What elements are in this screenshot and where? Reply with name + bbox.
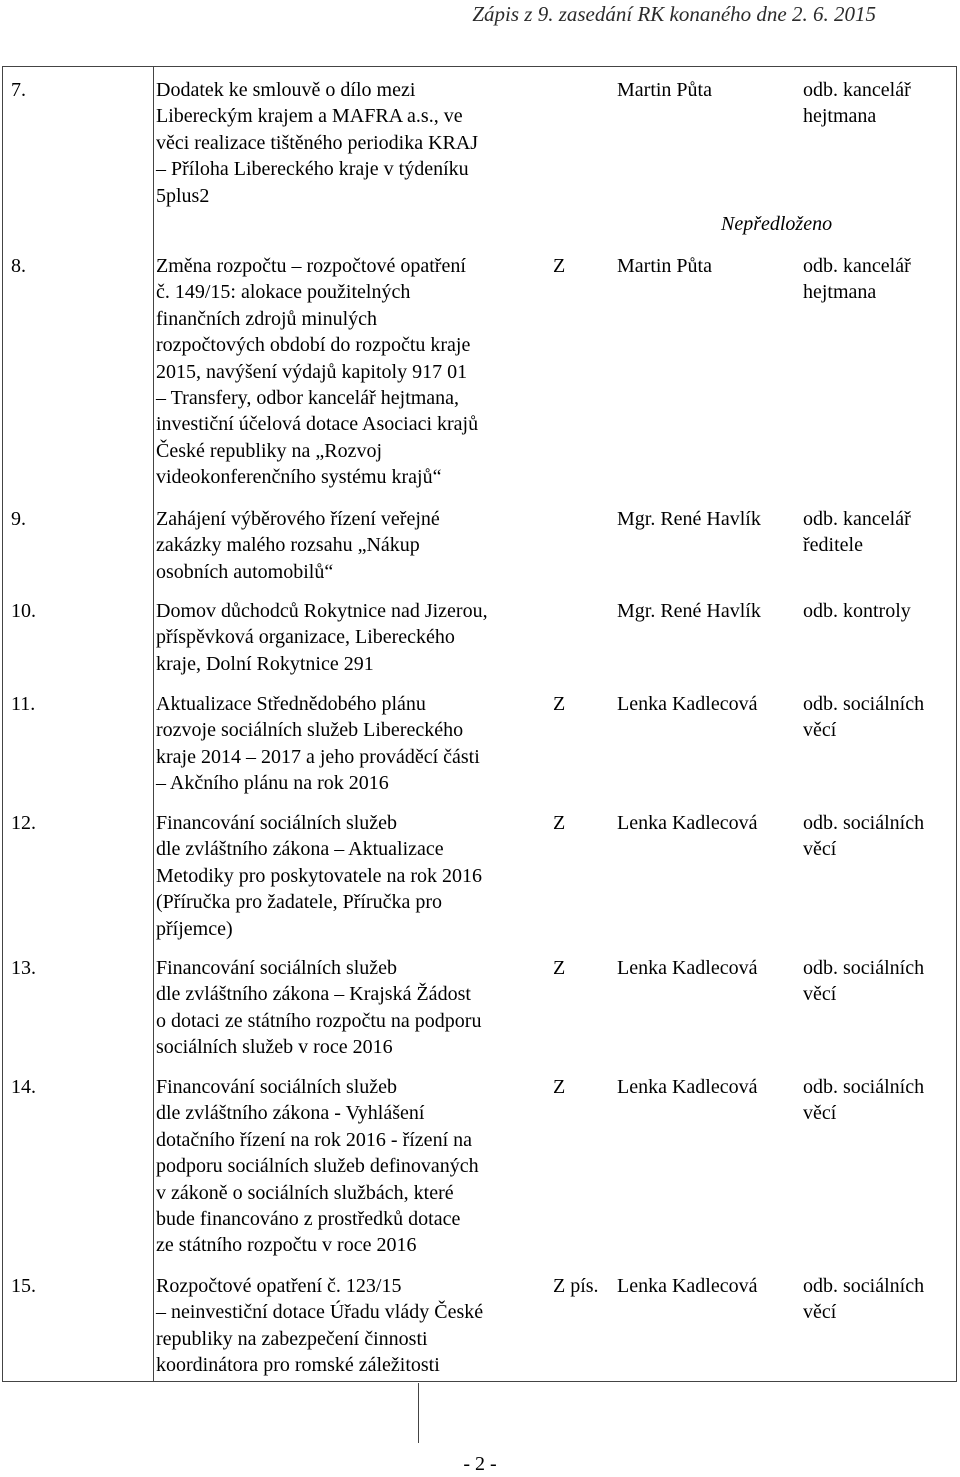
item-presenter: Lenka Kadlecová [617,1076,758,1098]
item-department [803,1273,953,1326]
title-line: Financování sociálních služeb [156,957,398,979]
title-line: zakázky malého rozsahu „Nákup [156,534,420,557]
title-line: videokonferenčního systému krajů“ [156,466,442,489]
item-title [156,955,546,1061]
document-header: Zápis z 9. zasedání RK konaného dne 2. 6. 2015 [472,2,876,26]
item-number: 11. [11,693,36,715]
item-flag: Z [553,812,566,834]
title-line: příjemce) [156,917,233,940]
title-line: v zákoně o sociálních službách, které [156,1181,454,1204]
item-presenter: Lenka Kadlecová [617,693,758,715]
title-line: rozpočtových období do rozpočtu kraje [156,334,471,357]
department-line: věcí [803,983,837,1006]
title-line: dle zvláštního zákona - Vyhlášení [156,1102,425,1125]
item-number: 8. [11,255,26,277]
title-line: – Akčního plánu na rok 2016 [156,772,389,795]
title-line: dotačního řízení na rok 2016 - řízení na [156,1128,472,1151]
title-line: Financování sociálních služeb [156,812,398,834]
department-line: věcí [803,719,837,742]
title-line: Domov důchodců Rokytnice nad Jizerou, [156,600,488,622]
item-number: 13. [11,957,36,979]
department-line: ředitele [803,534,863,557]
title-line: 2015, navýšení výdajů kapitoly 917 01 [156,360,468,383]
title-line: – Příloha Libereckého kraje v týdeníku [156,158,469,181]
department-line: odb. sociálních [803,1275,925,1297]
title-line: – neinvestiční dotace Úřadu vlády České [156,1301,484,1324]
title-line: ze státního rozpočtu v roce 2016 [156,1234,417,1257]
column-divider [153,67,154,1381]
item-title [156,810,546,942]
item-number: 9. [11,508,26,530]
item-title [156,691,546,797]
item-department [803,955,953,1008]
item-title [156,77,546,209]
department-line: věcí [803,1102,837,1125]
item-number: 10. [11,600,36,622]
department-line: odb. kancelář [803,255,911,277]
title-line: Změna rozpočtu – rozpočtové opatření [156,255,466,277]
item-title [156,1074,546,1259]
item-title [156,253,546,491]
department-line: odb. kontroly [803,600,911,622]
item-flag: Z [553,693,566,715]
item-presenter: Lenka Kadlecová [617,957,758,979]
title-line: koordinátora pro romské záležitosti [156,1354,440,1377]
item-number: 7. [11,79,26,101]
department-line: odb. sociálních [803,1076,925,1098]
title-line: Dodatek ke smlouvě o dílo mezi [156,79,416,101]
title-line: finančních zdrojů minulých [156,307,378,330]
item-number: 15. [11,1275,36,1297]
department-line: odb. sociálních [803,693,925,715]
item-title [156,506,546,585]
title-line: Financování sociálních služeb [156,1076,398,1098]
department-line: odb. kancelář [803,79,911,101]
title-line: 5plus2 [156,184,210,207]
item-department [803,253,953,306]
department-line: hejtmana [803,105,877,128]
item-flag: Z [553,1076,566,1098]
item-title [156,598,546,677]
footer-divider [418,1383,419,1443]
department-line: věcí [803,838,837,861]
title-line: republiky na zabezpečení činnosti [156,1327,428,1350]
page-number: - 2 - [463,1453,497,1475]
title-line: kraje 2014 – 2017 a jeho prováděcí části [156,745,480,768]
item-department [803,506,953,559]
title-line: kraje, Dolní Rokytnice 291 [156,652,374,675]
department-line: odb. sociálních [803,957,925,979]
department-line: věcí [803,1301,837,1324]
title-line: – Transfery, odbor kancelář hejtmana, [156,387,460,410]
item-title [156,1273,546,1379]
item-presenter: Martin Půta [617,79,712,101]
title-line: Zahájení výběrového řízení veřejné [156,508,440,530]
item-flag: Z [553,957,566,979]
title-line: podporu sociálních služeb definovaných [156,1155,479,1178]
item-presenter: Martin Půta [617,255,712,277]
department-line: odb. sociálních [803,812,925,834]
title-line: Aktualizace Střednědobého plánu [156,693,426,715]
item-department [803,598,953,624]
item-number: 14. [11,1076,36,1098]
item-department [803,77,953,130]
agenda-table [2,66,957,1382]
item-flag: Z [553,255,566,277]
title-line: České republiky na „Rozvoj [156,439,383,462]
item-department [803,1074,953,1127]
title-line: o dotaci ze státního rozpočtu na podporu [156,1009,482,1032]
item-department [803,810,953,863]
item-department [803,691,953,744]
title-line: investiční účelová dotace Asociaci krajů [156,413,479,436]
title-line: č. 149/15: alokace použitelných [156,281,411,304]
not-submitted-note: Nepředloženo [721,213,833,235]
item-number: 12. [11,812,36,834]
department-line: hejtmana [803,281,877,304]
item-flag: Z pís. [553,1275,599,1297]
title-line: Metodiky pro poskytovatele na rok 2016 [156,864,483,887]
title-line: osobních automobilů“ [156,560,334,583]
department-line: odb. kancelář [803,508,911,530]
title-line: příspěvková organizace, Libereckého [156,626,455,649]
title-line: (Příručka pro žadatele, Příručka pro [156,891,442,914]
item-presenter: Lenka Kadlecová [617,1275,758,1297]
title-line: věci realizace tištěného periodika KRAJ [156,131,479,154]
title-line: Rozpočtové opatření č. 123/15 [156,1275,402,1297]
item-presenter: Mgr. René Havlík [617,600,761,622]
title-line: dle zvláštního zákona – Aktualizace [156,838,444,861]
title-line: bude financováno z prostředků dotace [156,1208,461,1231]
item-presenter: Mgr. René Havlík [617,508,761,530]
item-presenter: Lenka Kadlecová [617,812,758,834]
title-line: sociálních služeb v roce 2016 [156,1036,393,1059]
title-line: Libereckým krajem a MAFRA a.s., ve [156,105,463,128]
title-line: dle zvláštního zákona – Krajská Žádost [156,983,471,1006]
title-line: rozvoje sociálních služeb Libereckého [156,719,464,742]
